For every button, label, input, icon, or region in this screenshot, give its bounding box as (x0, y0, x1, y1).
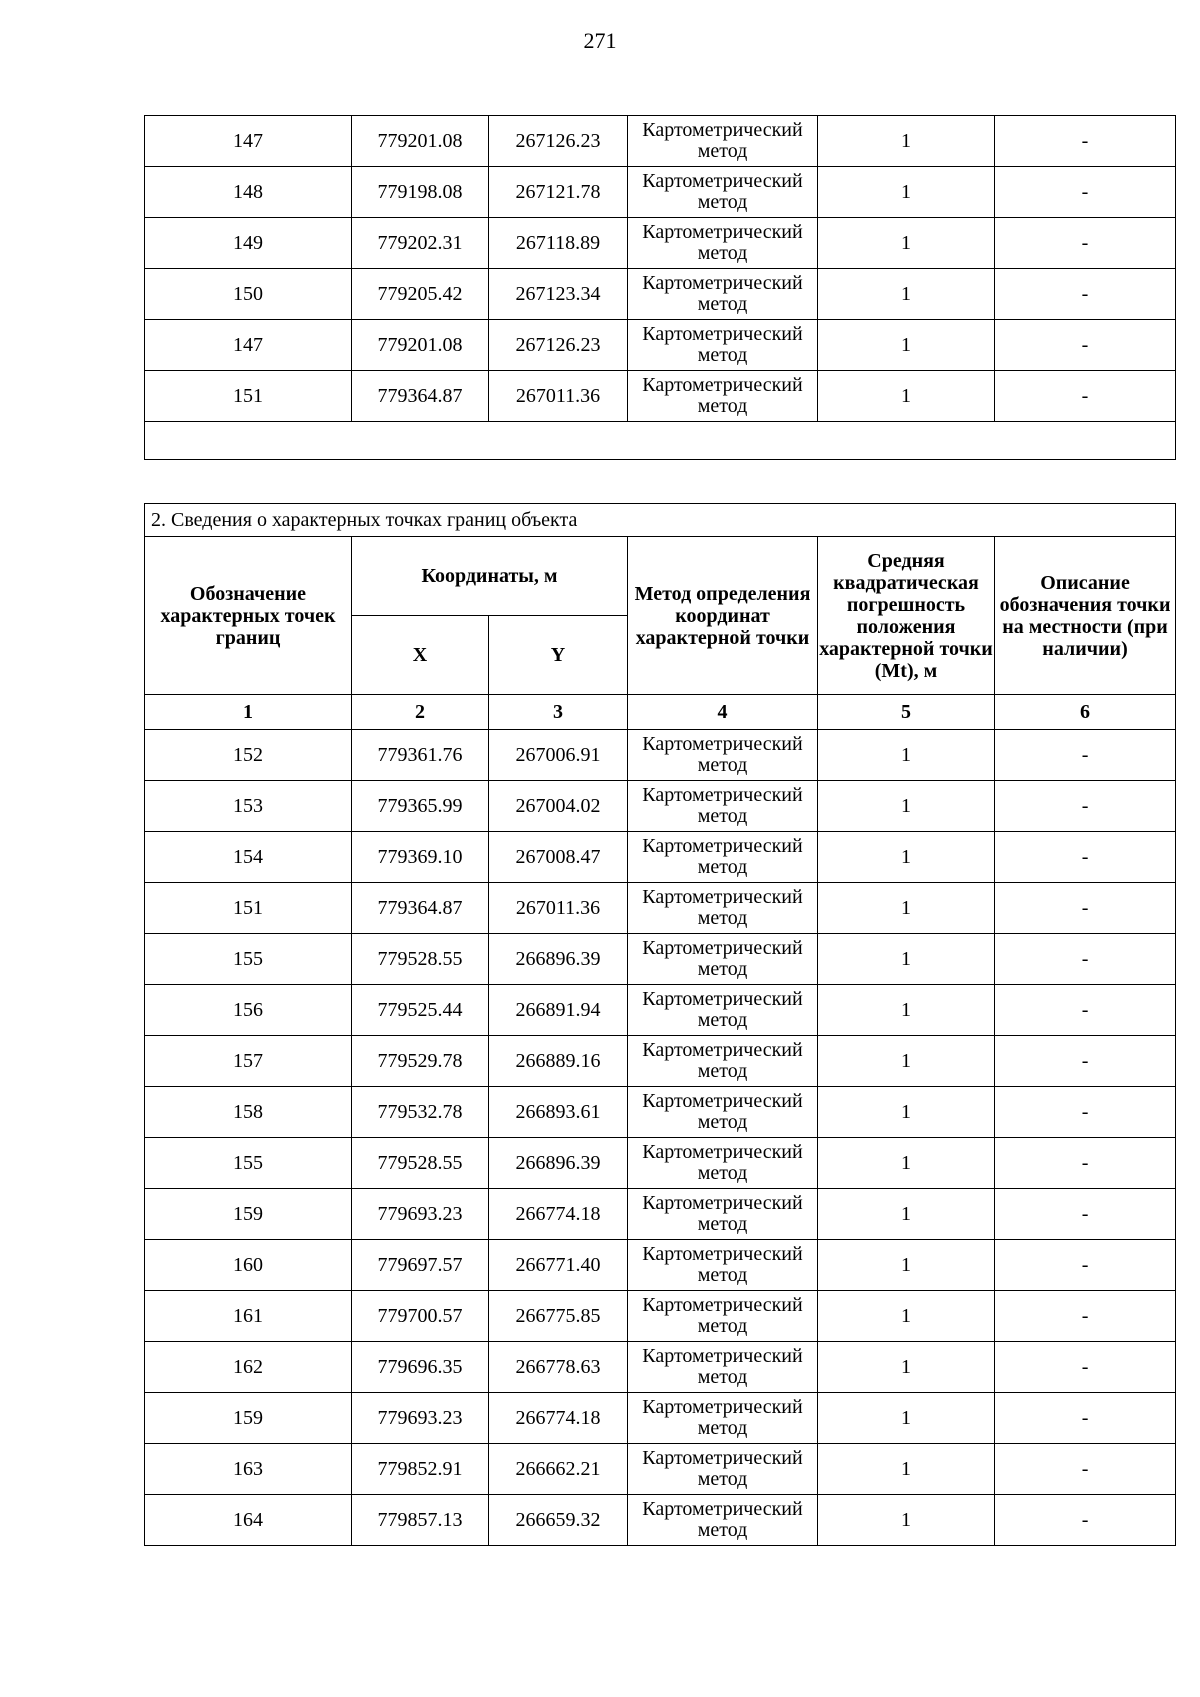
cell-x: 779528.55 (352, 1138, 489, 1189)
cell-x: 779365.99 (352, 781, 489, 832)
cell-x: 779364.87 (352, 371, 489, 422)
column-numbers-row (145, 695, 1176, 730)
column-number: 2 (352, 695, 489, 730)
cell-error: 1 (818, 1393, 995, 1444)
method-line: метод (697, 958, 748, 980)
cell-y: 266893.61 (489, 1087, 628, 1138)
cell-x: 779529.78 (352, 1036, 489, 1087)
cell-method (628, 1087, 818, 1138)
table-row (145, 1342, 1176, 1393)
method-line: Картометрический (642, 886, 803, 908)
cell-method (628, 934, 818, 985)
table-row (145, 1291, 1176, 1342)
cell-y: 266896.39 (489, 1138, 628, 1189)
cell-error: 1 (818, 269, 995, 320)
method-line: Картометрический (642, 119, 803, 141)
cell-method (628, 1444, 818, 1495)
cell-method (628, 1138, 818, 1189)
cell-description: - (995, 1036, 1176, 1087)
method-line: Картометрический (642, 1345, 803, 1367)
cell-point: 160 (145, 1240, 352, 1291)
cell-x: 779198.08 (352, 167, 489, 218)
cell-method (628, 320, 818, 371)
cell-description: - (995, 1087, 1176, 1138)
cell-error: 1 (818, 1342, 995, 1393)
table-row (145, 1087, 1176, 1138)
cell-error: 1 (818, 730, 995, 781)
header-coords: Координаты, м (352, 537, 628, 616)
cell-method (628, 218, 818, 269)
cell-x: 779697.57 (352, 1240, 489, 1291)
table-row (145, 1036, 1176, 1087)
method-line: Картометрический (642, 272, 803, 294)
cell-x: 779205.42 (352, 269, 489, 320)
table-row (145, 1138, 1176, 1189)
cell-y: 266771.40 (489, 1240, 628, 1291)
cell-point: 163 (145, 1444, 352, 1495)
cell-error: 1 (818, 832, 995, 883)
cell-point: 158 (145, 1087, 352, 1138)
empty-cell (145, 422, 1176, 460)
header-point: Обозначение характерных точек границ (145, 537, 352, 695)
cell-point: 161 (145, 1291, 352, 1342)
cell-error: 1 (818, 1138, 995, 1189)
cell-y: 266889.16 (489, 1036, 628, 1087)
cell-description: - (995, 1291, 1176, 1342)
cell-description: - (995, 320, 1176, 371)
method-line: метод (697, 1060, 748, 1082)
column-number: 6 (995, 695, 1176, 730)
cell-y: 266891.94 (489, 985, 628, 1036)
cell-description: - (995, 934, 1176, 985)
cell-x: 779532.78 (352, 1087, 489, 1138)
cell-error: 1 (818, 167, 995, 218)
cell-point: 162 (145, 1342, 352, 1393)
cell-description: - (995, 116, 1176, 167)
cell-point: 147 (145, 320, 352, 371)
cell-error: 1 (818, 371, 995, 422)
cell-method (628, 1342, 818, 1393)
table-row (145, 1393, 1176, 1444)
cell-y: 267121.78 (489, 167, 628, 218)
method-line: метод (697, 1366, 748, 1388)
table-row (145, 1189, 1176, 1240)
table-row (145, 934, 1176, 985)
cell-y: 266659.32 (489, 1495, 628, 1546)
cell-method (628, 1036, 818, 1087)
cell-y: 266774.18 (489, 1189, 628, 1240)
cell-y: 267006.91 (489, 730, 628, 781)
cell-point: 155 (145, 1138, 352, 1189)
header-y: Y (489, 616, 628, 695)
method-line: Картометрический (642, 374, 803, 396)
cell-method (628, 1393, 818, 1444)
points-table-continued-body (145, 116, 1176, 460)
cell-point: 149 (145, 218, 352, 269)
cell-description: - (995, 167, 1176, 218)
method-line: Картометрический (642, 835, 803, 857)
method-line: Картометрический (642, 1090, 803, 1112)
column-number: 1 (145, 695, 352, 730)
column-number: 5 (818, 695, 995, 730)
cell-y: 267011.36 (489, 371, 628, 422)
method-line: метод (697, 1111, 748, 1133)
table-row (145, 781, 1176, 832)
cell-x: 779852.91 (352, 1444, 489, 1495)
cell-point: 148 (145, 167, 352, 218)
cell-y: 267008.47 (489, 832, 628, 883)
cell-point: 157 (145, 1036, 352, 1087)
method-line: Картометрический (642, 221, 803, 243)
cell-error: 1 (818, 1189, 995, 1240)
cell-error: 1 (818, 1291, 995, 1342)
table-row (145, 832, 1176, 883)
method-line: метод (697, 856, 748, 878)
cell-method (628, 883, 818, 934)
cell-y: 266775.85 (489, 1291, 628, 1342)
cell-method (628, 832, 818, 883)
cell-description: - (995, 1240, 1176, 1291)
cell-x: 779525.44 (352, 985, 489, 1036)
cell-point: 159 (145, 1393, 352, 1444)
method-line: Картометрический (642, 1192, 803, 1214)
column-number: 4 (628, 695, 818, 730)
cell-y: 267004.02 (489, 781, 628, 832)
cell-error: 1 (818, 883, 995, 934)
cell-x: 779857.13 (352, 1495, 489, 1546)
cell-point: 151 (145, 883, 352, 934)
boundary-points-table-body (145, 730, 1176, 1546)
cell-x: 779202.31 (352, 218, 489, 269)
method-line: метод (697, 191, 748, 213)
cell-error: 1 (818, 116, 995, 167)
method-line: метод (697, 754, 748, 776)
cell-y: 267011.36 (489, 883, 628, 934)
cell-description: - (995, 269, 1176, 320)
cell-x: 779696.35 (352, 1342, 489, 1393)
method-line: Картометрический (642, 170, 803, 192)
table-row (145, 883, 1176, 934)
empty-row (145, 422, 1176, 460)
table-row (145, 1495, 1176, 1546)
cell-error: 1 (818, 934, 995, 985)
cell-description: - (995, 371, 1176, 422)
cell-description: - (995, 781, 1176, 832)
table-row (145, 320, 1176, 371)
cell-x: 779369.10 (352, 832, 489, 883)
table-title: 2. Сведения о характерных точках границ объекта (145, 504, 1176, 537)
method-line: Картометрический (642, 937, 803, 959)
cell-description: - (995, 1495, 1176, 1546)
method-line: метод (697, 140, 748, 162)
cell-y: 266778.63 (489, 1342, 628, 1393)
cell-description: - (995, 218, 1176, 269)
cell-point: 150 (145, 269, 352, 320)
cell-point: 164 (145, 1495, 352, 1546)
cell-y: 267126.23 (489, 116, 628, 167)
cell-point: 159 (145, 1189, 352, 1240)
method-line: Картометрический (642, 988, 803, 1010)
cell-method (628, 1189, 818, 1240)
cell-description: - (995, 1393, 1176, 1444)
table-row (145, 1444, 1176, 1495)
cell-x: 779364.87 (352, 883, 489, 934)
cell-method (628, 730, 818, 781)
cell-description: - (995, 883, 1176, 934)
table-row (145, 730, 1176, 781)
cell-description: - (995, 1189, 1176, 1240)
cell-method (628, 269, 818, 320)
table-row (145, 1240, 1176, 1291)
cell-y: 267118.89 (489, 218, 628, 269)
cell-error: 1 (818, 218, 995, 269)
cell-x: 779528.55 (352, 934, 489, 985)
method-line: метод (697, 242, 748, 264)
cell-error: 1 (818, 781, 995, 832)
method-line: метод (697, 293, 748, 315)
method-line: Картометрический (642, 784, 803, 806)
table-row (145, 371, 1176, 422)
cell-point: 154 (145, 832, 352, 883)
cell-method (628, 985, 818, 1036)
method-line: метод (697, 805, 748, 827)
cell-error: 1 (818, 1444, 995, 1495)
cell-x: 779700.57 (352, 1291, 489, 1342)
cell-x: 779693.23 (352, 1393, 489, 1444)
method-line: Картометрический (642, 1141, 803, 1163)
table-row (145, 218, 1176, 269)
cell-y: 266774.18 (489, 1393, 628, 1444)
boundary-points-table (144, 503, 1176, 1546)
method-line: Картометрический (642, 323, 803, 345)
header-x: X (352, 616, 489, 695)
cell-y: 267126.23 (489, 320, 628, 371)
cell-description: - (995, 730, 1176, 781)
cell-description: - (995, 1342, 1176, 1393)
cell-error: 1 (818, 985, 995, 1036)
cell-description: - (995, 832, 1176, 883)
method-line: метод (697, 1213, 748, 1235)
table-row (145, 116, 1176, 167)
method-line: метод (697, 1315, 748, 1337)
cell-y: 266662.21 (489, 1444, 628, 1495)
cell-x: 779201.08 (352, 116, 489, 167)
column-number: 3 (489, 695, 628, 730)
method-line: метод (697, 1519, 748, 1541)
method-line: Картометрический (642, 1039, 803, 1061)
cell-y: 266896.39 (489, 934, 628, 985)
header-description: Описание обозначения точки на местности (при наличии) (995, 537, 1176, 695)
method-line: Картометрический (642, 1396, 803, 1418)
method-line: Картометрический (642, 1447, 803, 1469)
table-row (145, 985, 1176, 1036)
method-line: Картометрический (642, 733, 803, 755)
cell-point: 156 (145, 985, 352, 1036)
page-number: 271 (583, 28, 617, 53)
method-line: метод (697, 1162, 748, 1184)
cell-error: 1 (818, 1036, 995, 1087)
cell-method (628, 371, 818, 422)
method-line: метод (697, 395, 748, 417)
cell-method (628, 1291, 818, 1342)
method-line: метод (697, 1264, 748, 1286)
cell-error: 1 (818, 320, 995, 371)
cell-description: - (995, 1444, 1176, 1495)
cell-error: 1 (818, 1495, 995, 1546)
header-error: Средняя квадратическая погрешность положения характерной точки (Mt), м (818, 537, 995, 695)
method-line: Картометрический (642, 1294, 803, 1316)
cell-point: 152 (145, 730, 352, 781)
cell-point: 151 (145, 371, 352, 422)
cell-method (628, 1240, 818, 1291)
cell-method (628, 116, 818, 167)
method-line: метод (697, 907, 748, 929)
cell-point: 153 (145, 781, 352, 832)
cell-error: 1 (818, 1240, 995, 1291)
method-line: метод (697, 1417, 748, 1439)
method-line: метод (697, 1009, 748, 1031)
cell-description: - (995, 985, 1176, 1036)
cell-method (628, 167, 818, 218)
cell-x: 779361.76 (352, 730, 489, 781)
cell-x: 779201.08 (352, 320, 489, 371)
cell-point: 155 (145, 934, 352, 985)
method-line: метод (697, 1468, 748, 1490)
cell-description: - (995, 1138, 1176, 1189)
method-line: метод (697, 344, 748, 366)
cell-y: 267123.34 (489, 269, 628, 320)
points-table-continued (144, 115, 1176, 460)
header-method: Метод определения координат характерной точки (628, 537, 818, 695)
method-line: Картометрический (642, 1498, 803, 1520)
table-row (145, 167, 1176, 218)
method-line: Картометрический (642, 1243, 803, 1265)
cell-method (628, 781, 818, 832)
table-row (145, 269, 1176, 320)
cell-method (628, 1495, 818, 1546)
cell-error: 1 (818, 1087, 995, 1138)
cell-point: 147 (145, 116, 352, 167)
cell-x: 779693.23 (352, 1189, 489, 1240)
